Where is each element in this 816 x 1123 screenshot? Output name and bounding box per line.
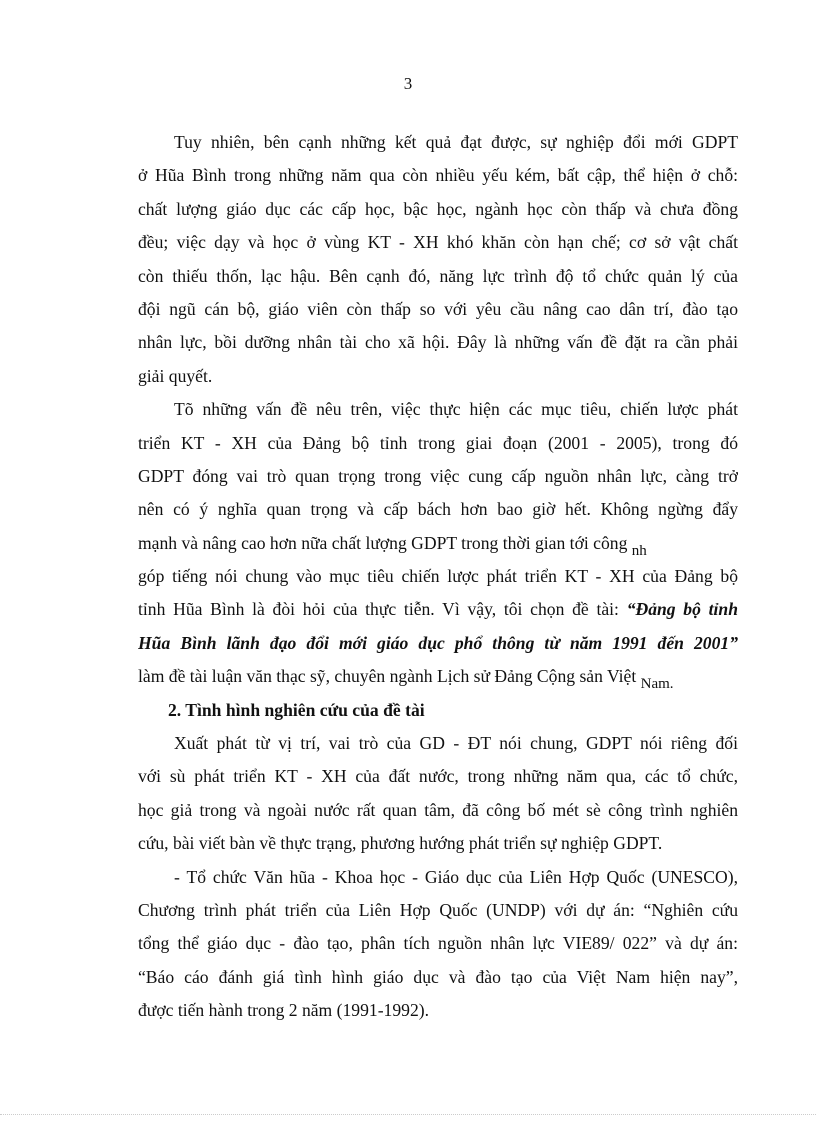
text-fragment-lowered: Nam. — [640, 676, 674, 693]
paragraph-1 — [138, 126, 738, 393]
text-fragment: mạnh và nâng cao hơn nữa chất lượng GDPT trong thời gian tới công — [138, 532, 628, 553]
text-line: GDPT đóng vai trò quan trọng trong việc cung cấp nguồn nhân lực, càng trở — [138, 465, 738, 486]
text-line: nên có ý nghĩa quan trọng và cấp bách hơn bao giờ hết. Không ngừng đẩy — [138, 499, 738, 520]
page-bottom-rule — [0, 1114, 816, 1115]
text-line: còn thiếu thốn, lạc hậu. Bên cạnh đó, năng lực trình độ tổ chức quản lý của — [138, 265, 738, 286]
text-line: nhân lực, bồi dưỡng nhân tài cho xã hội. Đây là những vấn đề đặt ra cần phải — [138, 332, 738, 353]
text-line: - Tổ chức Văn hũa - Khoa học - Giáo dục của Liên Hợp Quốc (UNESCO), — [174, 866, 738, 887]
text-line — [138, 593, 738, 626]
text-line: Xuất phát từ vị trí, vai trò của GD - ĐT nói chung, GDPT nói riêng đối — [174, 733, 738, 754]
text-line: triển KT - XH của Đảng bộ tỉnh trong giai đoạn (2001 - 2005), trong đó — [138, 432, 738, 453]
text-line: “Báo cáo đánh giá tình hình giáo dục và đào tạo của Việt Nam hiện nay”, — [138, 966, 738, 987]
text-line: Chương trình phát triển của Liên Hợp Quốc (UNDP) với dự án: “Nghiên cứu — [138, 899, 738, 920]
text-line: chất lượng giáo dục các cấp học, bậc học, ngành học còn thấp và chưa đồng — [138, 198, 738, 219]
text-line: với sù phát triển KT - XH của đất nước, trong những năm qua, các tổ chức, — [138, 766, 738, 787]
paragraph-4 — [138, 861, 738, 1028]
text-line: đều; việc dạy và học ở vùng KT - XH khó khăn còn hạn chế; cơ sở vật chất — [138, 232, 738, 253]
text-line: góp tiếng nói chung vào mục tiêu chiến lược phát triển KT - XH của Đảng bộ — [138, 566, 738, 587]
page-number: 3 — [403, 74, 413, 93]
text-line — [138, 527, 738, 560]
text-line: Tuy nhiên, bên cạnh những kết quả đạt được, sự nghiệp đổi mới GDPT — [174, 132, 738, 152]
text-line: học giả trong và ngoài nước rất quan tâm, đã công bố mét sè công trình nghiên — [138, 799, 738, 820]
paragraph-3 — [138, 727, 738, 861]
text-line: đội ngũ cán bộ, giáo viên còn thấp so với yêu cầu nâng cao dân trí, đào tạo — [138, 298, 738, 319]
text-fragment: tỉnh Hũa Bình là đòi hỏi của thực tiễn. Vì vậy, tôi chọn đề tài: — [138, 599, 619, 620]
thesis-title-part-2: Hũa Bình lãnh đạo đổi mới giáo dục phổ thông từ năm 1991 đến 2001” — [138, 632, 738, 653]
text-line: Tõ những vấn đề nêu trên, việc thực hiện các mục tiêu, chiến lược phát — [174, 399, 738, 420]
text-line: giải quyết. — [138, 365, 213, 386]
text-line: ở Hũa Bình trong những năm qua còn nhiều yếu kém, bất cập, thể hiện ở chỗ: — [138, 165, 738, 186]
text-line — [138, 660, 738, 693]
text-line: được tiến hành trong 2 năm (1991-1992). — [138, 1000, 429, 1021]
paragraph-2 — [138, 393, 738, 694]
document-body — [138, 126, 738, 1028]
text-fragment-lowered: nh — [631, 542, 647, 559]
section-heading: 2. Tình hình nghiên cứu của đề tài — [168, 699, 425, 720]
text-line: tổng thể giáo dục - đào tạo, phân tích nguồn nhân lực VIE89/ 022” và dự án: — [138, 933, 738, 954]
text-line: cứu, bài viết bàn về thực trạng, phương hướng phát triển sự nghiệp GDPT. — [138, 833, 663, 854]
text-fragment: làm đề tài luận văn thạc sỹ, chuyên ngành Lịch sử Đảng Cộng sản Việt — [138, 666, 637, 687]
thesis-title-part-1: “Đảng bộ tỉnh — [626, 599, 738, 620]
